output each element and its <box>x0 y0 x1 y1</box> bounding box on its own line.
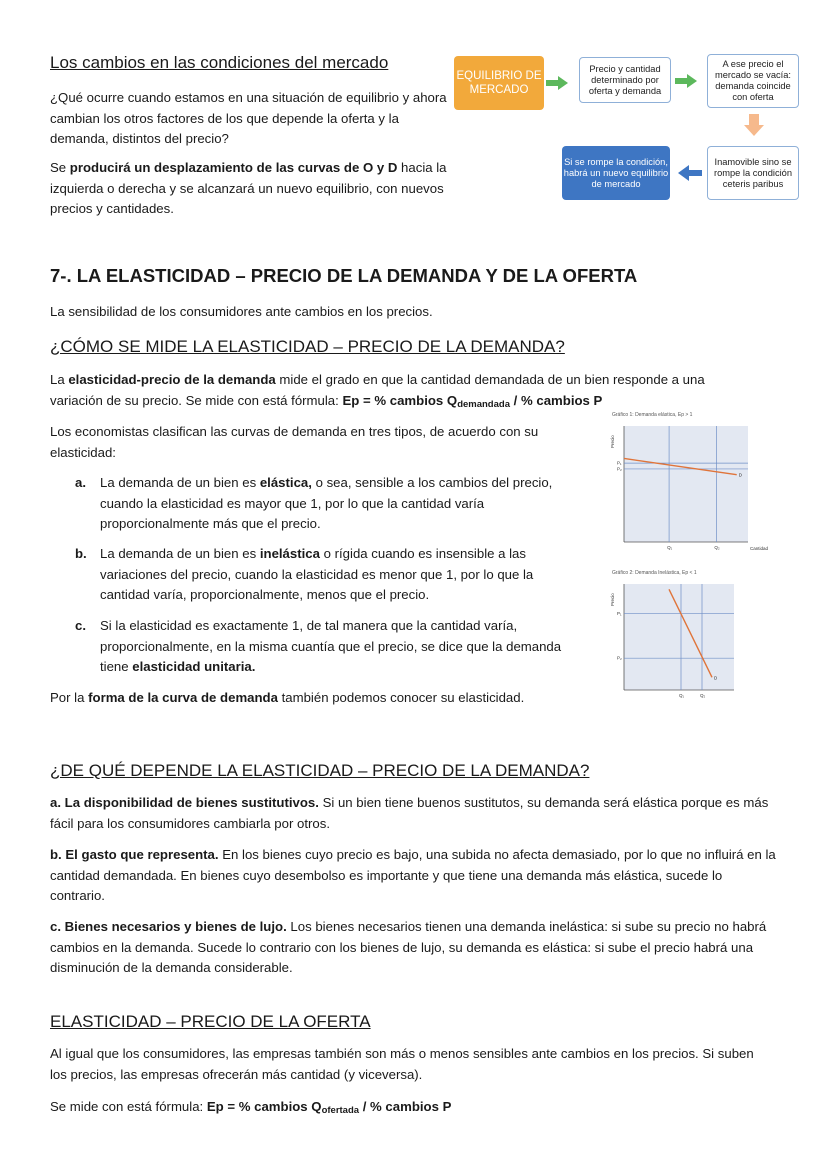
arrow-down-icon <box>744 114 764 136</box>
y-tick-label-p2: P₂ <box>617 655 622 661</box>
arrow-right-icon <box>546 76 568 90</box>
x-tick-label-q2: Q₂ <box>700 693 706 698</box>
supply-paragraph: Al igual que los consumidores, las empresas también son más o menos sensibles ante cambios en los precios. Si suben los precios, las empresas ofrecerán más cantidad (y viceversa). <box>50 1046 754 1082</box>
supply-formula: Se mide con está fórmula: Ep = % cambios $Q_{ofertada}$ / % cambios P <box>50 1099 452 1116</box>
y-axis-label: Precio <box>610 435 615 448</box>
classification-intro: Los economistas clasifican las curvas de demanda en tres tipos, de acuerdo con su elasticidad: <box>50 424 539 460</box>
depends-heading: ¿DE QUÉ DEPENDE LA ELASTICIDAD – PRECIO DE LA DEMANDA? <box>50 761 590 780</box>
flow-box-market-clears: A ese precio el mercado se vacía: demanda coincide con oferta <box>707 54 799 108</box>
list-item-elastic: La demanda de un bien es elástica, o sea, sensible a los cambios del precio, cuando la elasticidad es mayor que 1, por lo que la cantidad varía proporcionalmente más que el precio. <box>100 475 553 531</box>
equilibrium-flow-diagram <box>452 52 802 207</box>
chart-inelastic-demand <box>592 566 762 706</box>
chart-title: Gráfico 2: Demanda Inelástica, Ep < 1 <box>612 570 697 576</box>
flow-box-equilibrium: EQUILIBRIO DE MERCADO <box>454 56 544 110</box>
how-measure-heading: ¿CÓMO SE MIDE LA ELASTICIDAD – PRECIO DE LA DEMANDA? <box>50 337 565 356</box>
curve-shape-note: Por la forma de la curva de demanda también podemos conocer su elasticidad. <box>50 690 525 705</box>
y-tick-label-p1: P₁ <box>617 611 622 617</box>
market-heading: Los cambios en las condiciones del mercado <box>50 53 389 72</box>
flow-box-new-equilibrium: Si se rompe la condición, habrá un nuevo equilibrio de mercado <box>562 146 670 200</box>
arrow-right-icon <box>675 74 697 88</box>
depends-item-b: b. El gasto que representa. En los bienes cuyo precio es bajo, una subida no afecta demasiado, por lo que no influirá en la cantidad demandada. En bienes cuyo desembolso es importante y que tiene una demanda más elástica, sucede lo contrario. <box>50 847 776 903</box>
section-7-intro: La sensibilidad de los consumidores ante cambios en los precios. <box>50 304 433 319</box>
flow-box-price-quantity: Precio y cantidad determinado por oferta y demanda <box>579 57 671 103</box>
list-item-inelastic: La demanda de un bien es inelástica o rígida cuando es insensible a las variaciones del precio, cuando la elasticidad es menor que 1, por lo que la cantidad varía, proporcionalmente, menos que el precio. <box>100 546 534 602</box>
curve-label: D <box>738 472 742 478</box>
y-tick-label-p2: P₂ <box>617 466 622 472</box>
chart-elastic-demand <box>592 408 769 558</box>
list-label-a: a. <box>75 475 86 490</box>
market-paragraph-2: Se producirá un desplazamiento de las curvas de O y D hacia la izquierda o derecha y se alcanzará un nuevo equilibrio, con nuevos precios y cantidades. <box>50 160 447 216</box>
x-tick-label-q1: Q₁ <box>667 545 673 550</box>
list-label-c: c. <box>75 618 86 633</box>
y-axis-label: Precio <box>610 593 615 606</box>
arrow-left-icon <box>678 165 702 181</box>
x-tick-label-q2: Q₂ <box>714 545 720 550</box>
depends-item-a: a. La disponibilidad de bienes sustitutivos. Si un bien tiene buenos sustitutos, su demanda será elástica porque es más fácil para los consumidores cambiarla por otros. <box>50 795 769 831</box>
plot-area <box>624 426 748 542</box>
market-paragraph-1: ¿Qué ocurre cuando estamos en una situación de equilibrio y ahora cambian los otros factores de los que depende la oferta y la demanda, distintos del precio? <box>50 90 447 146</box>
y-tick-label-p1: P₁ <box>617 460 622 466</box>
curve-label: D <box>714 675 718 681</box>
section-7-title: 7-. LA ELASTICIDAD – PRECIO DE LA DEMANDA Y DE LA OFERTA <box>50 265 638 286</box>
flow-box-ceteris-paribus: Inamovible sino se rompe la condición ceteris paribus <box>707 146 799 200</box>
supply-heading: ELASTICIDAD – PRECIO DE LA OFERTA <box>50 1012 371 1031</box>
depends-item-c: c. Bienes necesarios y bienes de lujo. Los bienes necesarios tienen una demanda inelástica: si sube su precio no habrá cambios en la demanda. Sucede lo contrario con los bienes de lujo, su demanda es elástica: si sube el precio habrá una disminución de la demanda considerable. <box>50 919 767 975</box>
x-tick-label-q1: Q₁ <box>679 693 685 698</box>
list-item-unitary: Si la elasticidad es exactamente 1, de tal manera que la cantidad varía, proporcionalmente, en la misma cuantía que el precio, se dice que la demanda tiene elasticidad unitaria. <box>100 618 562 674</box>
plot-area <box>624 584 734 690</box>
chart-title: Gráfico 1: Demanda elástica, Ep > 1 <box>612 412 693 418</box>
x-axis-label: Cantidad <box>750 546 769 551</box>
elasticity-definition: La elasticidad-precio de la demanda mide el grado en que la cantidad demandada de un bien responde a una variación de su precio. Se mide con está fórmula: Ep = % cambios $Q_{demandada}$ / % cambios P <box>50 372 705 410</box>
list-label-b: b. <box>75 546 87 561</box>
